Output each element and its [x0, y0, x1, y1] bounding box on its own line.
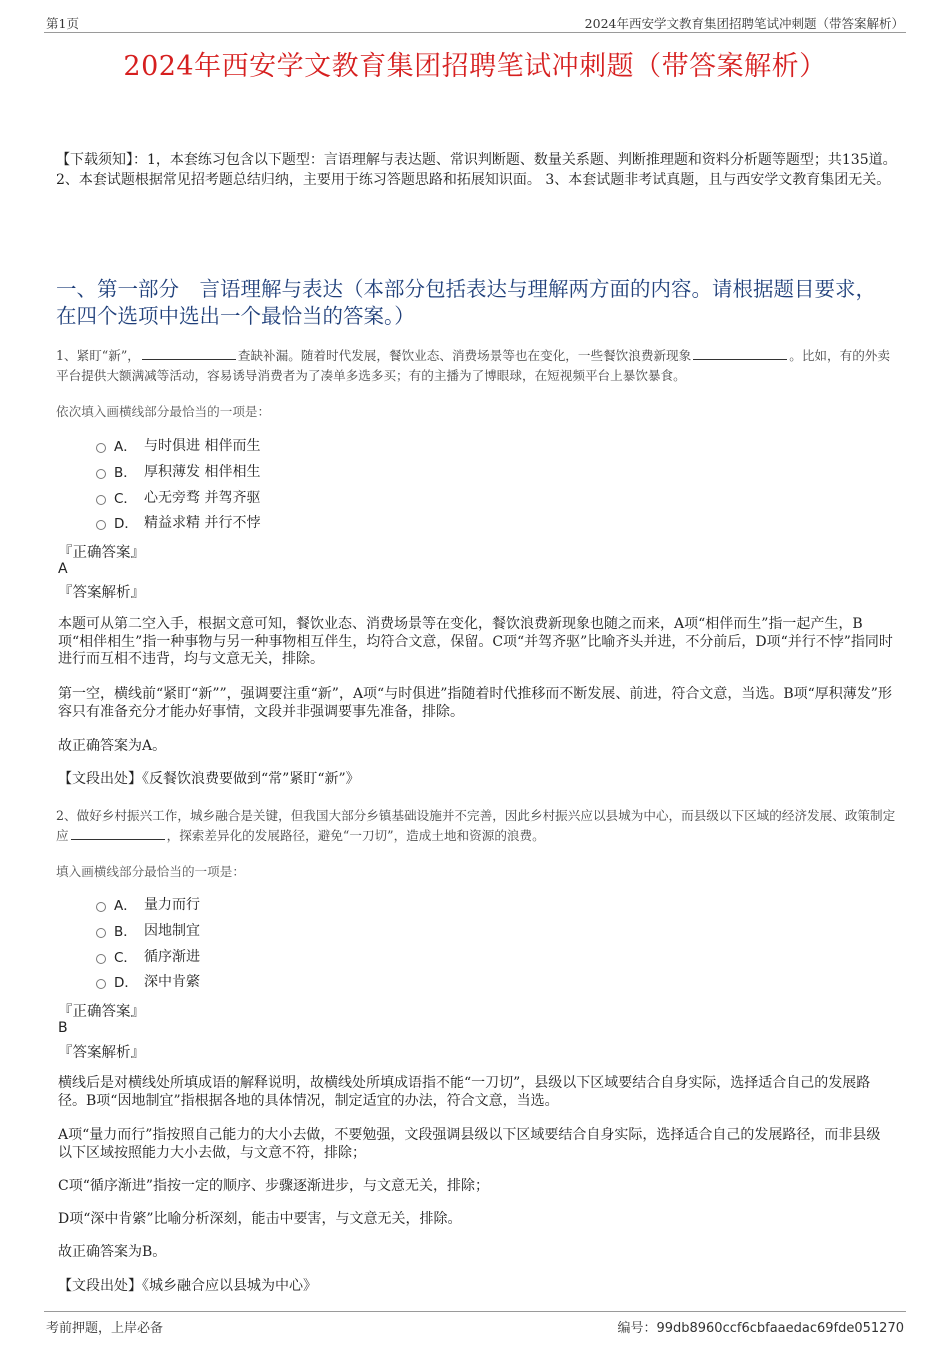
radio-icon[interactable] [96, 979, 106, 989]
question-2-source: 【文段出处】《城乡融合应以县城为中心》 [58, 1278, 317, 1294]
radio-icon[interactable] [96, 495, 106, 505]
question-1-option-b[interactable]: B． 厚积薄发 相伴相生 [96, 460, 260, 482]
header-title: 2024年西安学文教育集团招聘笔试冲刺题（带答案解析） [584, 16, 904, 31]
question-1-stem: 1、紧盯“新”， 查缺补漏。随着时代发展，餐饮业态、消费场景等也在变化，一些餐饮浪费新现象 。比如，有的外卖平台提供大额满减等活动，容易诱导消费者为了凑单多选多买；有的主播为了博眼球，在短视频平台上暴饮暴食。 [56, 348, 890, 383]
radio-icon[interactable] [96, 928, 106, 938]
fill-blank [142, 346, 236, 360]
question-1-source: 【文段出处】《反餐饮浪费要做到“常”紧盯“新”》 [58, 771, 360, 787]
question-2-analysis-label: 『答案解析』 [58, 1045, 145, 1061]
question-2-analysis-p5: 故正确答案为B。 [58, 1244, 167, 1260]
question-1-option-a[interactable]: A． 与时俱进 相伴而生 [96, 434, 260, 456]
question-1-answer: A [58, 561, 68, 577]
question-1-answer-label: 『正确答案』 [58, 545, 145, 561]
question-1-option-c[interactable]: C． 心无旁骛 并驾齐驱 [96, 486, 260, 508]
download-notice: 【下载须知】：1，本套练习包含以下题型：言语理解与表达题、常识判断题、数量关系题、判断推理题和资料分析题等题型；共135道。 2、本套试题根据常见招考题总结归纳，主要用于练习答题思路和拓展知识面。 3、本套试题非考试真题，且与西安学文教育集团无关。 [56, 152, 897, 188]
question-2-answer: B [58, 1020, 68, 1036]
page-footer [44, 1311, 906, 1338]
question-2-answer-label: 『正确答案』 [58, 1004, 145, 1020]
question-1-analysis-p3: 故正确答案为A。 [58, 738, 167, 754]
question-2-option-d[interactable]: D． 深中肯綮 [96, 970, 200, 992]
section-heading: 一、第一部分 言语理解与表达（本部分包括表达与理解两方面的内容。请根据题目要求，在四个选项中选出一个最恰当的答案。） [56, 277, 876, 328]
question-1-analysis-p1: 本题可从第二空入手，根据文意可知，餐饮业态、消费场景等在变化，餐饮浪费新现象也随之而来，A项“相伴而生”指一起产生，B项“相伴相生”指一种事物与另一种事物相互伴生，均符合文意，保留。C项“并驾齐驱”比喻齐头并进，不分前后，D项“并行不悖”指同时进行而互相不违背，均与文意无关，排除。 [58, 616, 893, 667]
question-2-option-c[interactable]: C． 循序渐进 [96, 945, 200, 967]
question-1-analysis-p2: 第一空，横线前“紧盯“新””，强调要注重“新”，A项“与时俱进”指随着时代推移而不断发展、前进，符合文意，当选。B项“厚积薄发”形容只有准备充分才能办好事情，文段并非强调要事先准备，排除。 [58, 686, 892, 720]
question-2-option-b[interactable]: B． 因地制宜 [96, 919, 200, 941]
question-2-prompt: 填入画横线部分最恰当的一项是： [56, 864, 245, 879]
question-1-prompt: 依次填入画横线部分最恰当的一项是： [56, 404, 271, 419]
radio-icon[interactable] [96, 954, 106, 964]
question-1-analysis-label: 『答案解析』 [58, 585, 145, 601]
question-2-analysis-p2: A项“量力而行”指按照自己能力的大小去做，不要勉强，文段强调县级以下区域要结合自身实际，选择适合自己的发展路径，而非县级以下区域按照能力大小去做，与文意不符，排除； [58, 1127, 881, 1161]
footer-id: 编号：99db8960ccf6cbfaaedac69fde051270 [617, 1321, 904, 1336]
fill-blank [71, 826, 165, 840]
question-2-analysis-p4: D项“深中肯綮”比喻分析深刻，能击中要害，与文意无关，排除。 [58, 1211, 462, 1227]
radio-icon[interactable] [96, 520, 106, 530]
radio-icon[interactable] [96, 469, 106, 479]
question-2-analysis-p3: C项“循序渐进”指按一定的顺序、步骤逐渐进步，与文意无关，排除； [58, 1178, 490, 1194]
radio-icon[interactable] [96, 443, 106, 453]
document-title: 2024年西安学文教育集团招聘笔试冲刺题（带答案解析） [123, 51, 827, 82]
footer-slogan: 考前押题，上岸必备 [46, 1321, 164, 1336]
radio-icon[interactable] [96, 902, 106, 912]
question-1-option-d[interactable]: D． 精益求精 并行不悖 [96, 511, 260, 533]
fill-blank [693, 346, 787, 360]
page-header [44, 10, 906, 33]
document-code: 99db8960ccf6cbfaaedac69fde051270 [656, 1321, 904, 1336]
question-2-option-a[interactable]: A． 量力而行 [96, 893, 200, 915]
question-2-stem: 2、做好乡村振兴工作，城乡融合是关键，但我国大部分乡镇基础设施并不完善，因此乡村振兴应以县城为中心，而县级以下区域的经济发展、政策制定应 ，探索差异化的发展路径，避免“一刀切”，造成土地和资源的浪费。 [56, 808, 896, 843]
page-number: 第1页 [46, 16, 79, 31]
question-2-analysis-p1: 横线后是对横线处所填成语的解释说明，故横线处所填成语指不能“一刀切”，县级以下区域要结合自身实际，选择适合自己的发展路径。B项“因地制宜”指根据各地的具体情况，制定适宜的办法，符合文意，当选。 [58, 1075, 871, 1109]
